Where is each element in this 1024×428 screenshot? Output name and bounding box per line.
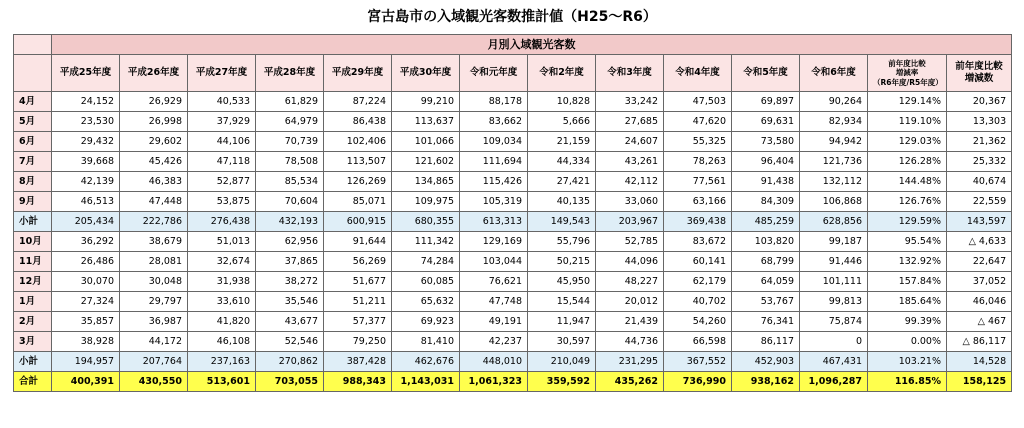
value-cell: 82,934 bbox=[800, 112, 868, 132]
value-cell: 387,428 bbox=[324, 352, 392, 372]
value-cell: 24,152 bbox=[52, 92, 120, 112]
table-row bbox=[14, 312, 1012, 332]
value-cell: 83,662 bbox=[460, 112, 528, 132]
value-cell: 101,066 bbox=[392, 132, 460, 152]
value-cell: 53,875 bbox=[188, 192, 256, 212]
value-cell: 42,112 bbox=[596, 172, 664, 192]
rate-cell: 0.00% bbox=[868, 332, 947, 352]
value-cell: 33,610 bbox=[188, 292, 256, 312]
value-cell: 30,070 bbox=[52, 272, 120, 292]
value-cell: 132,112 bbox=[800, 172, 868, 192]
value-cell: 103,820 bbox=[732, 232, 800, 252]
value-cell: 0 bbox=[800, 332, 868, 352]
value-cell: 30,048 bbox=[120, 272, 188, 292]
value-cell: 276,438 bbox=[188, 212, 256, 232]
value-cell: 52,785 bbox=[596, 232, 664, 252]
value-cell: 47,118 bbox=[188, 152, 256, 172]
value-cell: 76,341 bbox=[732, 312, 800, 332]
value-cell: 467,431 bbox=[800, 352, 868, 372]
value-cell: 52,546 bbox=[256, 332, 324, 352]
year-header: 令和3年度 bbox=[596, 55, 664, 92]
value-cell: 29,797 bbox=[120, 292, 188, 312]
value-cell: 76,621 bbox=[460, 272, 528, 292]
value-cell: 60,085 bbox=[392, 272, 460, 292]
value-cell: 113,637 bbox=[392, 112, 460, 132]
diff-cell: 14,528 bbox=[947, 352, 1012, 372]
table-row bbox=[14, 172, 1012, 192]
value-cell: 69,897 bbox=[732, 92, 800, 112]
value-cell: 102,406 bbox=[324, 132, 392, 152]
value-cell: 74,284 bbox=[392, 252, 460, 272]
value-cell: 1,143,031 bbox=[392, 372, 460, 392]
value-cell: 37,865 bbox=[256, 252, 324, 272]
value-cell: 109,034 bbox=[460, 132, 528, 152]
row-label: 3月 bbox=[14, 332, 52, 352]
value-cell: 61,829 bbox=[256, 92, 324, 112]
diff-cell: 22,647 bbox=[947, 252, 1012, 272]
rate-cell: 95.54% bbox=[868, 232, 947, 252]
value-cell: 55,325 bbox=[664, 132, 732, 152]
value-cell: 86,117 bbox=[732, 332, 800, 352]
rate-cell: 129.03% bbox=[868, 132, 947, 152]
value-cell: 26,486 bbox=[52, 252, 120, 272]
value-cell: 203,967 bbox=[596, 212, 664, 232]
value-cell: 121,602 bbox=[392, 152, 460, 172]
value-cell: 60,141 bbox=[664, 252, 732, 272]
row-label: 8月 bbox=[14, 172, 52, 192]
value-cell: 938,162 bbox=[732, 372, 800, 392]
value-cell: 53,767 bbox=[732, 292, 800, 312]
rate-cell: 157.84% bbox=[868, 272, 947, 292]
diff-cell: 46,046 bbox=[947, 292, 1012, 312]
value-cell: 210,049 bbox=[528, 352, 596, 372]
value-cell: 101,111 bbox=[800, 272, 868, 292]
value-cell: 63,166 bbox=[664, 192, 732, 212]
value-cell: 44,334 bbox=[528, 152, 596, 172]
value-cell: 81,410 bbox=[392, 332, 460, 352]
table-body bbox=[14, 92, 1012, 392]
value-cell: 27,685 bbox=[596, 112, 664, 132]
year-header: 令和5年度 bbox=[732, 55, 800, 92]
row-label: 2月 bbox=[14, 312, 52, 332]
value-cell: 113,507 bbox=[324, 152, 392, 172]
value-cell: 36,987 bbox=[120, 312, 188, 332]
value-cell: 85,534 bbox=[256, 172, 324, 192]
value-cell: 70,604 bbox=[256, 192, 324, 212]
value-cell: 75,874 bbox=[800, 312, 868, 332]
value-cell: 134,865 bbox=[392, 172, 460, 192]
value-cell: 105,319 bbox=[460, 192, 528, 212]
rate-cell: 132.92% bbox=[868, 252, 947, 272]
value-cell: 36,292 bbox=[52, 232, 120, 252]
value-cell: 41,820 bbox=[188, 312, 256, 332]
year-header: 平成26年度 bbox=[120, 55, 188, 92]
value-cell: 27,421 bbox=[528, 172, 596, 192]
value-cell: 736,990 bbox=[664, 372, 732, 392]
value-cell: 40,135 bbox=[528, 192, 596, 212]
value-cell: 1,061,323 bbox=[460, 372, 528, 392]
value-cell: 29,432 bbox=[52, 132, 120, 152]
subtotal-row bbox=[14, 352, 1012, 372]
diff-cell: 20,367 bbox=[947, 92, 1012, 112]
year-header: 令和2年度 bbox=[528, 55, 596, 92]
row-label: 1月 bbox=[14, 292, 52, 312]
value-cell: 237,163 bbox=[188, 352, 256, 372]
value-cell: 33,060 bbox=[596, 192, 664, 212]
table-row bbox=[14, 152, 1012, 172]
value-cell: 69,923 bbox=[392, 312, 460, 332]
diff-cell: 21,362 bbox=[947, 132, 1012, 152]
value-cell: 73,580 bbox=[732, 132, 800, 152]
header-corner-lower bbox=[14, 55, 52, 92]
row-label: 10月 bbox=[14, 232, 52, 252]
value-cell: 62,179 bbox=[664, 272, 732, 292]
value-cell: 23,530 bbox=[52, 112, 120, 132]
year-header: 平成29年度 bbox=[324, 55, 392, 92]
row-label: 12月 bbox=[14, 272, 52, 292]
value-cell: 65,632 bbox=[392, 292, 460, 312]
value-cell: 52,877 bbox=[188, 172, 256, 192]
value-cell: 79,250 bbox=[324, 332, 392, 352]
value-cell: 57,377 bbox=[324, 312, 392, 332]
value-cell: 94,942 bbox=[800, 132, 868, 152]
rate-cell: 126.76% bbox=[868, 192, 947, 212]
value-cell: 121,736 bbox=[800, 152, 868, 172]
rate-cell: 129.59% bbox=[868, 212, 947, 232]
value-cell: 44,106 bbox=[188, 132, 256, 152]
diff-cell: 158,125 bbox=[947, 372, 1012, 392]
diff-cell: 40,674 bbox=[947, 172, 1012, 192]
value-cell: 430,550 bbox=[120, 372, 188, 392]
rate-cell: 144.48% bbox=[868, 172, 947, 192]
value-cell: 40,533 bbox=[188, 92, 256, 112]
value-cell: 47,748 bbox=[460, 292, 528, 312]
value-cell: 10,828 bbox=[528, 92, 596, 112]
value-cell: 30,597 bbox=[528, 332, 596, 352]
value-cell: 40,702 bbox=[664, 292, 732, 312]
value-cell: 91,644 bbox=[324, 232, 392, 252]
value-cell: 51,211 bbox=[324, 292, 392, 312]
diff-header-line: 前年度比較 bbox=[955, 61, 1003, 73]
value-cell: 988,343 bbox=[324, 372, 392, 392]
value-cell: 400,391 bbox=[52, 372, 120, 392]
value-cell: 87,224 bbox=[324, 92, 392, 112]
value-cell: 55,796 bbox=[528, 232, 596, 252]
row-label: 4月 bbox=[14, 92, 52, 112]
value-cell: 43,677 bbox=[256, 312, 324, 332]
value-cell: 64,059 bbox=[732, 272, 800, 292]
value-cell: 31,938 bbox=[188, 272, 256, 292]
value-cell: 111,694 bbox=[460, 152, 528, 172]
value-cell: 90,264 bbox=[800, 92, 868, 112]
value-cell: 51,677 bbox=[324, 272, 392, 292]
value-cell: 39,668 bbox=[52, 152, 120, 172]
value-cell: 48,227 bbox=[596, 272, 664, 292]
row-label: 5月 bbox=[14, 112, 52, 132]
value-cell: 68,799 bbox=[732, 252, 800, 272]
rate-cell: 119.10% bbox=[868, 112, 947, 132]
value-cell: 77,561 bbox=[664, 172, 732, 192]
value-cell: 51,013 bbox=[188, 232, 256, 252]
diff-cell: 25,332 bbox=[947, 152, 1012, 172]
value-cell: 47,503 bbox=[664, 92, 732, 112]
value-cell: 194,957 bbox=[52, 352, 120, 372]
value-cell: 85,071 bbox=[324, 192, 392, 212]
group-header: 月別入域観光客数 bbox=[52, 35, 1012, 55]
diff-cell: 37,052 bbox=[947, 272, 1012, 292]
value-cell: 27,324 bbox=[52, 292, 120, 312]
value-cell: 435,262 bbox=[596, 372, 664, 392]
value-cell: 485,259 bbox=[732, 212, 800, 232]
rate-header-line: （R6年度/R5年度） bbox=[873, 77, 943, 87]
value-cell: 44,172 bbox=[120, 332, 188, 352]
table-row bbox=[14, 132, 1012, 152]
value-cell: 50,215 bbox=[528, 252, 596, 272]
value-cell: 96,404 bbox=[732, 152, 800, 172]
subtotal-row bbox=[14, 212, 1012, 232]
value-cell: 88,178 bbox=[460, 92, 528, 112]
year-header-row bbox=[14, 55, 1012, 92]
diff-cell: 22,559 bbox=[947, 192, 1012, 212]
value-cell: 46,383 bbox=[120, 172, 188, 192]
value-cell: 99,210 bbox=[392, 92, 460, 112]
value-cell: 29,602 bbox=[120, 132, 188, 152]
tourist-count-table bbox=[13, 34, 1012, 392]
table-row bbox=[14, 272, 1012, 292]
value-cell: 45,950 bbox=[528, 272, 596, 292]
value-cell: 106,868 bbox=[800, 192, 868, 212]
value-cell: 42,139 bbox=[52, 172, 120, 192]
page-title: 宮古島市の入域観光客数推計値（H25～R6） bbox=[367, 9, 657, 25]
year-header: 平成27年度 bbox=[188, 55, 256, 92]
value-cell: 35,546 bbox=[256, 292, 324, 312]
table-row bbox=[14, 232, 1012, 252]
value-cell: 54,260 bbox=[664, 312, 732, 332]
value-cell: 46,108 bbox=[188, 332, 256, 352]
row-label: 11月 bbox=[14, 252, 52, 272]
diff-cell: △ 86,117 bbox=[947, 332, 1012, 352]
year-header: 平成25年度 bbox=[52, 55, 120, 92]
table-row bbox=[14, 332, 1012, 352]
total-row bbox=[14, 372, 1012, 392]
value-cell: 600,915 bbox=[324, 212, 392, 232]
value-cell: 43,261 bbox=[596, 152, 664, 172]
rate-cell: 185.64% bbox=[868, 292, 947, 312]
value-cell: 24,607 bbox=[596, 132, 664, 152]
value-cell: 99,187 bbox=[800, 232, 868, 252]
value-cell: 11,947 bbox=[528, 312, 596, 332]
value-cell: 38,679 bbox=[120, 232, 188, 252]
value-cell: 129,169 bbox=[460, 232, 528, 252]
value-cell: 21,439 bbox=[596, 312, 664, 332]
value-cell: 109,975 bbox=[392, 192, 460, 212]
value-cell: 613,313 bbox=[460, 212, 528, 232]
value-cell: 680,355 bbox=[392, 212, 460, 232]
value-cell: 47,448 bbox=[120, 192, 188, 212]
value-cell: 33,242 bbox=[596, 92, 664, 112]
value-cell: 99,813 bbox=[800, 292, 868, 312]
year-header: 令和6年度 bbox=[800, 55, 868, 92]
rate-cell: 129.14% bbox=[868, 92, 947, 112]
value-cell: 37,929 bbox=[188, 112, 256, 132]
value-cell: 126,269 bbox=[324, 172, 392, 192]
year-header: 令和元年度 bbox=[460, 55, 528, 92]
value-cell: 513,601 bbox=[188, 372, 256, 392]
value-cell: 44,096 bbox=[596, 252, 664, 272]
row-label: 7月 bbox=[14, 152, 52, 172]
row-label: 9月 bbox=[14, 192, 52, 212]
row-label: 小計 bbox=[14, 212, 52, 232]
value-cell: 56,269 bbox=[324, 252, 392, 272]
value-cell: 84,309 bbox=[732, 192, 800, 212]
value-cell: 432,193 bbox=[256, 212, 324, 232]
value-cell: 35,857 bbox=[52, 312, 120, 332]
value-cell: 20,012 bbox=[596, 292, 664, 312]
rate-header bbox=[868, 55, 947, 92]
diff-cell: 13,303 bbox=[947, 112, 1012, 132]
value-cell: 205,434 bbox=[52, 212, 120, 232]
value-cell: 231,295 bbox=[596, 352, 664, 372]
value-cell: 26,929 bbox=[120, 92, 188, 112]
value-cell: 448,010 bbox=[460, 352, 528, 372]
diff-cell: 143,597 bbox=[947, 212, 1012, 232]
value-cell: 42,237 bbox=[460, 332, 528, 352]
value-cell: 26,998 bbox=[120, 112, 188, 132]
rate-cell: 99.39% bbox=[868, 312, 947, 332]
value-cell: 46,513 bbox=[52, 192, 120, 212]
year-header: 平成30年度 bbox=[392, 55, 460, 92]
value-cell: 270,862 bbox=[256, 352, 324, 372]
diff-cell: △ 4,633 bbox=[947, 232, 1012, 252]
value-cell: 115,426 bbox=[460, 172, 528, 192]
value-cell: 66,598 bbox=[664, 332, 732, 352]
header-corner bbox=[14, 35, 52, 55]
value-cell: 367,552 bbox=[664, 352, 732, 372]
value-cell: 91,438 bbox=[732, 172, 800, 192]
value-cell: 28,081 bbox=[120, 252, 188, 272]
rate-cell: 126.28% bbox=[868, 152, 947, 172]
table-row bbox=[14, 252, 1012, 272]
value-cell: 69,631 bbox=[732, 112, 800, 132]
value-cell: 628,856 bbox=[800, 212, 868, 232]
value-cell: 44,736 bbox=[596, 332, 664, 352]
value-cell: 78,263 bbox=[664, 152, 732, 172]
row-label: 小計 bbox=[14, 352, 52, 372]
diff-cell: △ 467 bbox=[947, 312, 1012, 332]
value-cell: 369,438 bbox=[664, 212, 732, 232]
value-cell: 1,096,287 bbox=[800, 372, 868, 392]
table-row bbox=[14, 112, 1012, 132]
value-cell: 47,620 bbox=[664, 112, 732, 132]
value-cell: 462,676 bbox=[392, 352, 460, 372]
value-cell: 38,272 bbox=[256, 272, 324, 292]
row-label: 6月 bbox=[14, 132, 52, 152]
value-cell: 21,159 bbox=[528, 132, 596, 152]
table-row bbox=[14, 92, 1012, 112]
value-cell: 70,739 bbox=[256, 132, 324, 152]
value-cell: 111,342 bbox=[392, 232, 460, 252]
table-row bbox=[14, 192, 1012, 212]
value-cell: 207,764 bbox=[120, 352, 188, 372]
diff-header-line: 増減数 bbox=[964, 73, 994, 84]
value-cell: 83,672 bbox=[664, 232, 732, 252]
value-cell: 78,508 bbox=[256, 152, 324, 172]
value-cell: 45,426 bbox=[120, 152, 188, 172]
value-cell: 103,044 bbox=[460, 252, 528, 272]
value-cell: 359,592 bbox=[528, 372, 596, 392]
value-cell: 32,674 bbox=[188, 252, 256, 272]
diff-header bbox=[947, 55, 1012, 92]
value-cell: 452,903 bbox=[732, 352, 800, 372]
year-header: 令和4年度 bbox=[664, 55, 732, 92]
value-cell: 222,786 bbox=[120, 212, 188, 232]
value-cell: 703,055 bbox=[256, 372, 324, 392]
rate-cell: 116.85% bbox=[868, 372, 947, 392]
value-cell: 38,928 bbox=[52, 332, 120, 352]
value-cell: 15,544 bbox=[528, 292, 596, 312]
value-cell: 86,438 bbox=[324, 112, 392, 132]
value-cell: 149,543 bbox=[528, 212, 596, 232]
rate-cell: 103.21% bbox=[868, 352, 947, 372]
year-header: 平成28年度 bbox=[256, 55, 324, 92]
value-cell: 62,956 bbox=[256, 232, 324, 252]
value-cell: 5,666 bbox=[528, 112, 596, 132]
rate-header-line: 増減率 bbox=[895, 68, 919, 78]
value-cell: 91,446 bbox=[800, 252, 868, 272]
value-cell: 49,191 bbox=[460, 312, 528, 332]
rate-header-line: 前年度比較 bbox=[888, 58, 926, 68]
value-cell: 64,979 bbox=[256, 112, 324, 132]
row-label: 合計 bbox=[14, 372, 52, 392]
table-row bbox=[14, 292, 1012, 312]
